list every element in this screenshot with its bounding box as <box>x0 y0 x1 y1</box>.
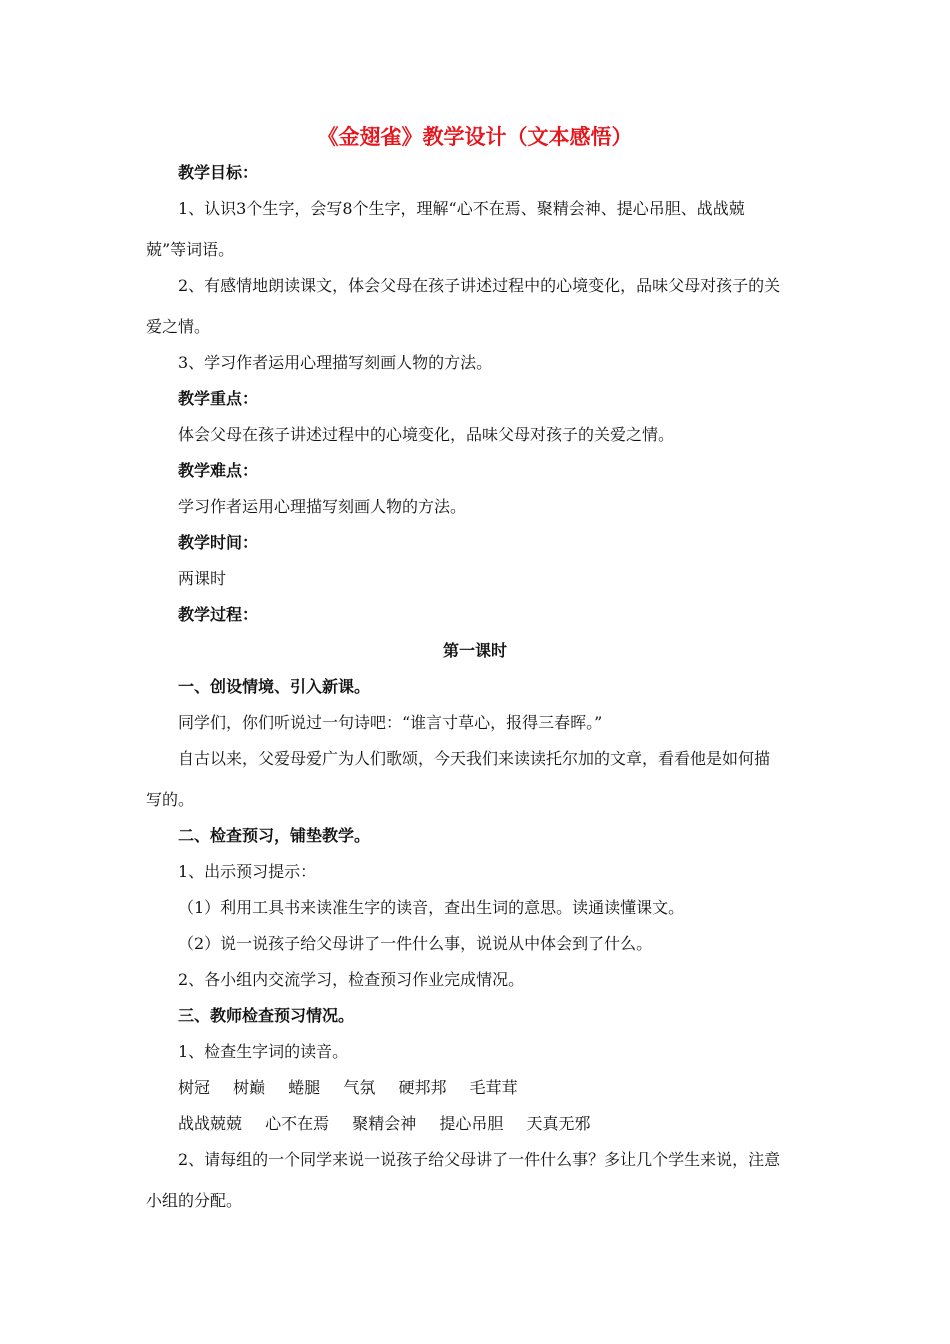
vocabulary-row-1 <box>178 1077 536 1099</box>
section-2-sub-1: （1）利用工具书来读准生字的读音，查出生词的意思。读通读懂课文。 <box>178 898 685 917</box>
section-1-heading: 一、创设情境、引入新课。 <box>178 677 371 696</box>
key-point-text: 体会父母在孩子讲述过程中的心境变化，品味父母对孩子的关爱之情。 <box>178 425 675 444</box>
vocabulary-word: 提心吊胆 <box>439 1114 504 1133</box>
section-1-paragraph-2-line-2: 写的。 <box>146 790 195 809</box>
section-1-paragraph-1: 同学们，你们听说过一句诗吧：“谁言寸草心，报得三春晖。” <box>178 713 603 732</box>
vocabulary-word: 树冠 <box>178 1078 211 1097</box>
objective-1-line-1: 1、认识3个生字，会写8个生字，理解“心不在焉、聚精会神、提心吊胆、战战兢 <box>178 199 745 218</box>
objective-3: 3、学习作者运用心理描写刻画人物的方法。 <box>178 353 493 372</box>
section-3-item-2-line-1: 2、请每组的一个同学来说一说孩子给父母讲了一件什么事？多让几个学生来说，注意 <box>178 1150 781 1169</box>
vocabulary-word: 聚精会神 <box>352 1114 417 1133</box>
vocabulary-word: 毛茸茸 <box>469 1078 518 1097</box>
objective-2-line-2: 爱之情。 <box>146 317 211 336</box>
lesson-title: 第一课时 <box>442 641 507 660</box>
objective-1-line-2: 兢”等词语。 <box>146 240 235 259</box>
document-title: 《金翅雀》教学设计（文本感悟） <box>317 124 633 149</box>
section-3-item-2-line-2: 小组的分配。 <box>146 1191 243 1210</box>
vocabulary-word: 蜷腿 <box>288 1078 321 1097</box>
vocabulary-word: 气氛 <box>343 1078 376 1097</box>
objective-2-line-1: 2、有感情地朗读课文，体会父母在孩子讲述过程中的心境变化，品味父母对孩子的关 <box>178 276 781 295</box>
section-3-item-1: 1、检查生字词的读音。 <box>178 1042 349 1061</box>
section-2-heading: 二、检查预习，铺垫教学。 <box>178 826 371 845</box>
key-point-heading: 教学重点： <box>178 389 259 408</box>
vocabulary-word: 树巅 <box>233 1078 266 1097</box>
section-1-paragraph-2-line-1: 自古以来，父爱母爱广为人们歌颂，今天我们来读读托尔加的文章，看看他是如何描 <box>178 749 771 768</box>
vocabulary-word: 战战兢兢 <box>178 1114 243 1133</box>
time-heading: 教学时间： <box>178 533 259 552</box>
vocabulary-row-2 <box>178 1113 608 1135</box>
vocabulary-word: 心不在焉 <box>265 1114 330 1133</box>
section-3-heading: 三、教师检查预习情况。 <box>178 1006 355 1025</box>
section-2-sub-2: （2）说一说孩子给父母讲了一件什么事，说说从中体会到了什么。 <box>178 934 653 953</box>
section-2-item-1: 1、出示预习提示： <box>178 862 317 881</box>
objectives-heading: 教学目标： <box>178 163 259 182</box>
section-2-item-2: 2、各小组内交流学习，检查预习作业完成情况。 <box>178 970 525 989</box>
time-text: 两课时 <box>178 569 227 588</box>
process-heading: 教学过程： <box>178 605 259 624</box>
vocabulary-word: 天真无邪 <box>526 1114 591 1133</box>
difficulty-heading: 教学难点： <box>178 461 259 480</box>
vocabulary-word: 硬邦邦 <box>398 1078 447 1097</box>
difficulty-text: 学习作者运用心理描写刻画人物的方法。 <box>178 497 467 516</box>
